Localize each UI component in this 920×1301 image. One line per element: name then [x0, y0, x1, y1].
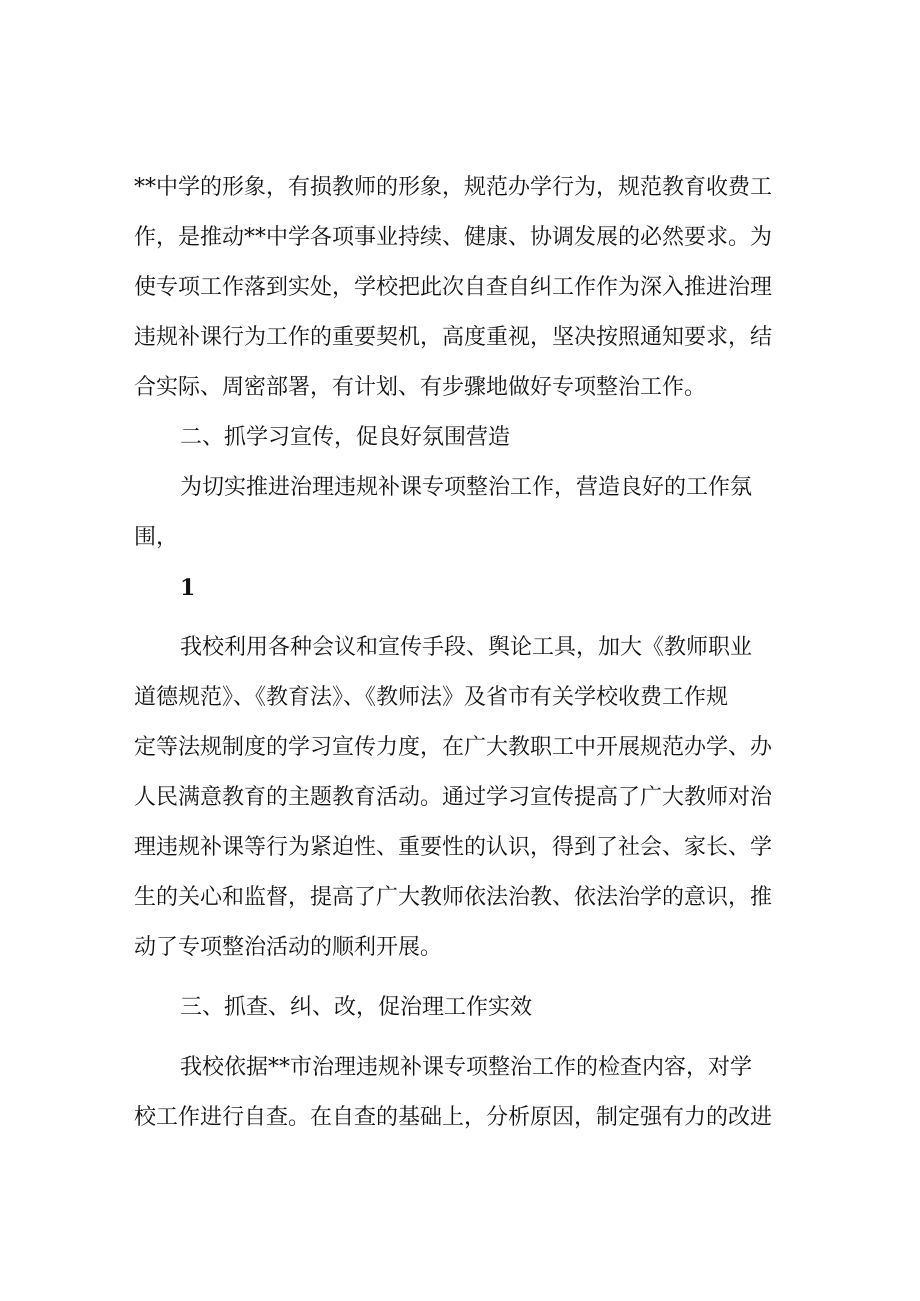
- paragraph-1-line-3: 使专项工作落到实处，学校把此次自查自纠工作作为深入推进治理: [134, 275, 773, 300]
- paragraph-4-line-2: 校工作进行自查。在自查的基础上，分析原因，制定强有力的改进: [134, 1105, 773, 1130]
- paragraph-2-line-1: 为切实推进治理违规补课专项整治工作，营造良好的工作氛: [180, 475, 753, 500]
- paragraph-3-line-6: 生的关心和监督，提高了广大教师依法治教、依法治学的意识，推: [134, 885, 773, 910]
- paragraph-3-line-1: 我校利用各种会议和宣传手段、舆论工具，加大《教师职业: [180, 635, 753, 660]
- paragraph-2-line-2: 围，: [134, 525, 179, 550]
- paragraph-3-line-5: 理违规补课等行为紧迫性、重要性的认识，得到了社会、家长、学: [134, 835, 773, 860]
- paragraph-4-line-1: 我校依据**市治理违规补课专项整治工作的检查内容，对学: [180, 1055, 753, 1080]
- paragraph-3-line-4: 人民满意教育的主题教育活动。通过学习宣传提高了广大教师对治: [134, 785, 773, 810]
- section-heading-3: 三、抓查、纠、改，促治理工作实效: [180, 995, 533, 1020]
- paragraph-1-line-4: 违规补课行为工作的重要契机，高度重视，坚决按照通知要求，结: [134, 325, 773, 350]
- paragraph-3-line-2: 道德规范》、《教育法》、《教师法》及省市有关学校收费工作规: [134, 685, 729, 710]
- paragraph-1-line-1: **中学的形象，有损教师的形象，规范办学行为，规范教育收费工: [134, 175, 773, 200]
- paragraph-1-line-2: 作，是推动**中学各项事业持续、健康、协调发展的必然要求。为: [134, 225, 773, 250]
- section-heading-2: 二、抓学习宣传，促良好氛围营造: [180, 425, 511, 450]
- paragraph-3-line-7: 动了专项整治活动的顺利开展。: [134, 935, 443, 960]
- paragraph-1-line-5: 合实际、周密部署，有计划、有步骤地做好专项整治工作。: [134, 375, 707, 400]
- page-number: 1: [180, 575, 196, 601]
- paragraph-3-line-3: 定等法规制度的学习宣传力度，在广大教职工中开展规范办学、办: [134, 735, 773, 760]
